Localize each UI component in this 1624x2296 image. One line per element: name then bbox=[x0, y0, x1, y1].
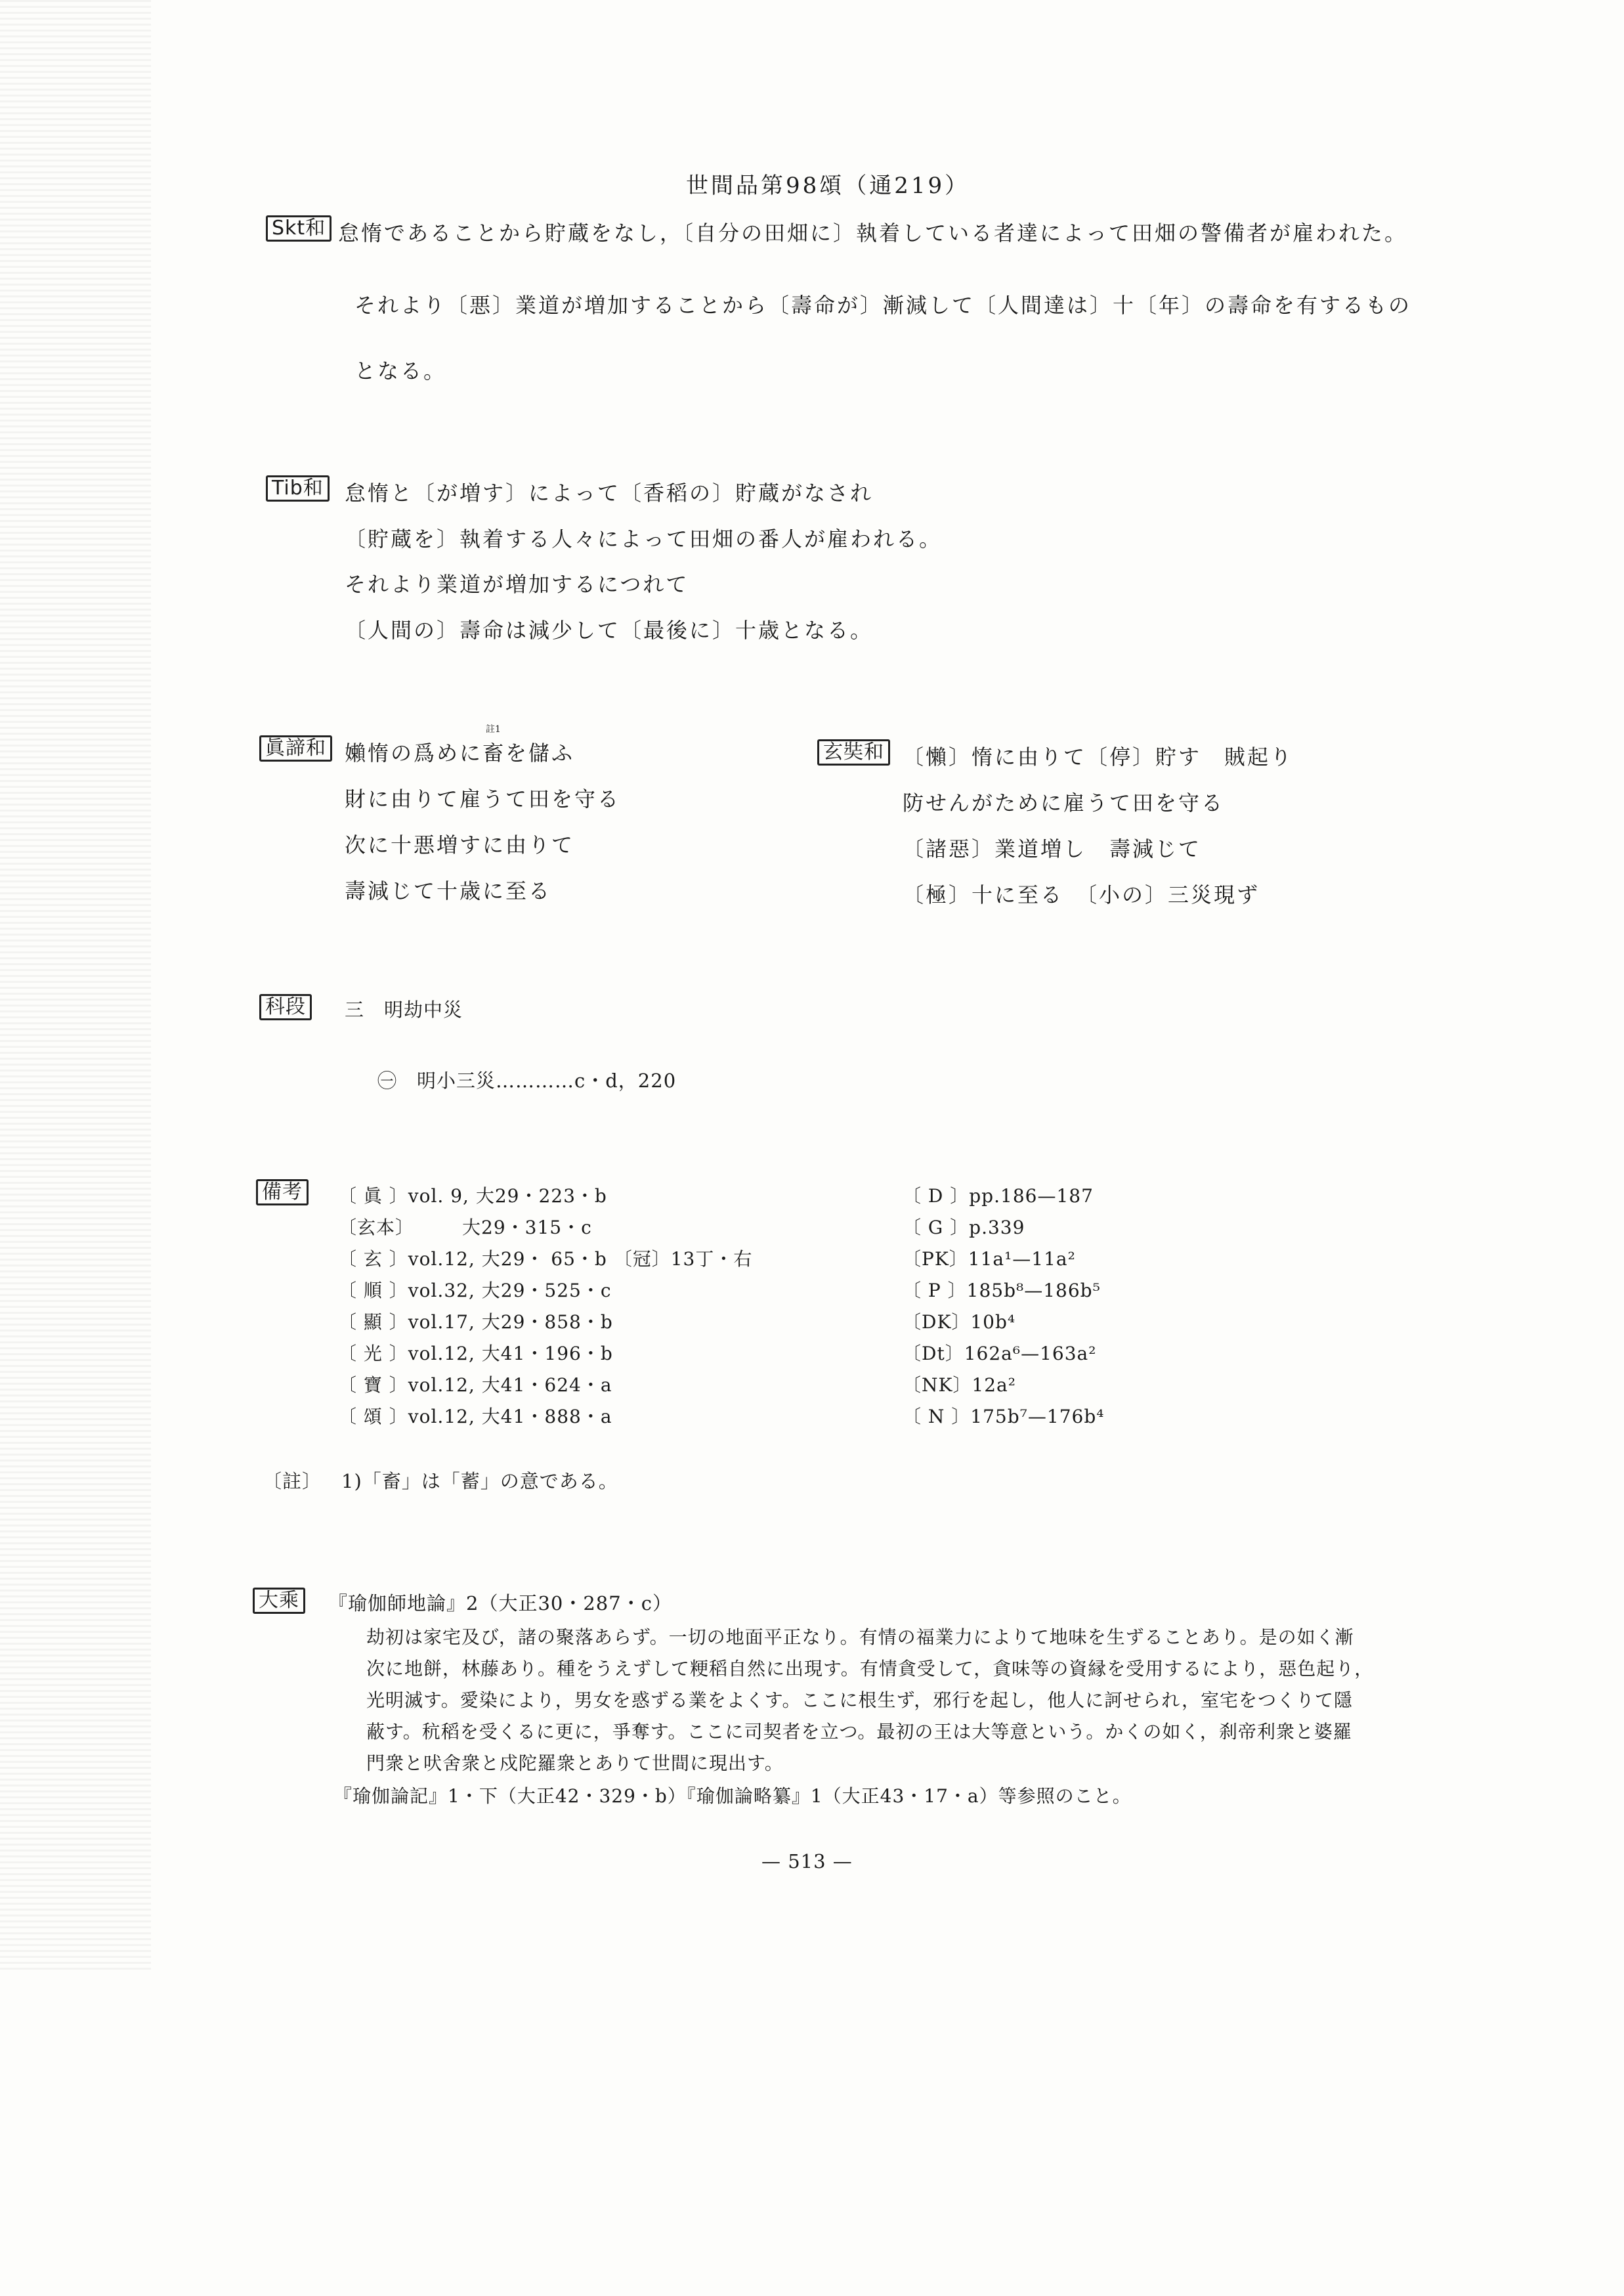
skt-line-3: となる。 bbox=[354, 358, 447, 383]
skt-line-1: 怠惰であることから貯蔵をなし，〔自分の田畑に〕執着している者達によって田畑の警備者が雇われた。 bbox=[338, 221, 1408, 246]
biko-left-8: 〔 頌 〕vol.12, 大41・888・a bbox=[338, 1406, 612, 1427]
mahayana-line-3: 光明滅す。愛染により，男女を惑ずる業をよくす。ここに根生ず，邪行を起し，他人に訶せられ，室宅をつくりて隱 bbox=[366, 1689, 1353, 1711]
biko-left-5: 〔 顯 〕vol.17, 大29・858・b bbox=[338, 1311, 613, 1333]
paramartha-line-2: 財に由りて雇うて田を守る bbox=[345, 787, 621, 812]
mahayana-label: 大乘 bbox=[253, 1588, 305, 1614]
biko-right-7: 〔NK〕12a² bbox=[903, 1374, 1016, 1396]
biko-left-7: 〔 寶 〕vol.12, 大41・624・a bbox=[338, 1374, 612, 1396]
note-text: 1)「畜」は「蓄」の意である。 bbox=[341, 1470, 618, 1492]
page-number: — 513 — bbox=[761, 1850, 853, 1873]
mahayana-line-4: 蔽す。秔稻を受くるに更に，爭奪す。ここに司契者を立つ。最初の王は大等意という。かくの如く，刹帝利衆と婆羅 bbox=[366, 1721, 1352, 1743]
tib-line-4: 〔人間の〕壽命は減少して〔最後に〕十歳となる。 bbox=[345, 618, 874, 643]
biko-right-3: 〔PK〕11a¹—11a² bbox=[903, 1248, 1076, 1270]
mahayana-heading: 『瑜伽師地論』2（大正30・287・c） bbox=[328, 1592, 672, 1614]
note-marker: 註1 bbox=[486, 724, 501, 735]
biko-right-5: 〔DK〕10b⁴ bbox=[903, 1311, 1016, 1333]
paramartha-line-4: 壽減じて十歳に至る bbox=[345, 878, 552, 903]
mahayana-line-1: 劫初は家宅及び，諸の聚落あらず。一切の地面平正なり。有情の福業力によりて地味を生ずることあり。是の如く漸 bbox=[366, 1626, 1354, 1648]
mahayana-line-5: 門衆と吠舍衆と戍陀羅衆とありて世間に現出す。 bbox=[366, 1752, 784, 1774]
biko-left-4: 〔 順 〕vol.32, 大29・525・c bbox=[338, 1280, 612, 1301]
paramartha-line-1: 嬾惰の爲めに畜を儲ふ bbox=[345, 741, 575, 766]
biko-right-1: 〔 D 〕pp.186—187 bbox=[903, 1185, 1094, 1207]
biko-left-6: 〔 光 〕vol.12, 大41・196・b bbox=[338, 1343, 613, 1364]
mahayana-footer: 『瑜伽論記』1・下（大正42・329・b）『瑜伽論略纂』1（大正43・17・a）等参照のこと。 bbox=[333, 1785, 1132, 1807]
xuanzang-line-2: 防せんがために雇うて田を守る bbox=[903, 791, 1225, 815]
biko-left-3: 〔 玄 〕vol.12, 大29・ 65・b 〔冠〕13丁・右 bbox=[338, 1248, 753, 1270]
paramartha-label: 眞諦和 bbox=[259, 735, 332, 762]
skt-label: Skt和 bbox=[266, 215, 331, 242]
tib-label: Tib和 bbox=[266, 475, 330, 502]
biko-right-4: 〔 P 〕185b⁸—186b⁵ bbox=[903, 1280, 1101, 1301]
page-title: 世間品第98頌（通219） bbox=[686, 173, 970, 199]
scan-edge-shadow bbox=[0, 0, 151, 1970]
xuanzang-line-1: 〔懶〕惰に由りて〔停〕貯す 賊起り bbox=[903, 745, 1294, 769]
biko-label: 備考 bbox=[256, 1179, 309, 1205]
note-label: 〔註〕 bbox=[263, 1470, 322, 1492]
mahayana-line-2: 次に地餅，林藤あり。種をうえずして粳稻自然に出現す。有情貪受して，貪味等の資縁を受用するにより，惡色起り， bbox=[366, 1658, 1374, 1679]
tib-line-3: それより業道が増加するにつれて bbox=[345, 572, 689, 597]
tib-line-2: 〔貯蔵を〕執着する人々によって田畑の番人が雇われる。 bbox=[345, 527, 943, 552]
kadan-line-1: 三 明劫中災 bbox=[345, 999, 463, 1021]
paramartha-line-3: 次に十悪増すに由りて bbox=[345, 833, 575, 857]
biko-right-8: 〔 N 〕175b⁷—176b⁴ bbox=[903, 1406, 1105, 1427]
biko-right-6: 〔Dt〕162a⁶—163a² bbox=[903, 1343, 1097, 1364]
kadan-line-2: ㊀ 明小三災…………c・d，220 bbox=[377, 1070, 677, 1092]
biko-left-2: 〔玄本〕 大29・315・c bbox=[338, 1217, 592, 1238]
xuanzang-label: 玄奘和 bbox=[817, 739, 890, 766]
xuanzang-line-3: 〔諸惡〕業道増し 壽減じて bbox=[903, 836, 1202, 861]
biko-left-1: 〔 眞 〕vol. 9, 大29・223・b bbox=[338, 1185, 607, 1207]
skt-line-2: それより〔悪〕業道が増加することから〔壽命が〕漸減して〔人間達は〕十〔年〕の壽命を有するもの bbox=[354, 293, 1412, 318]
tib-line-1: 怠惰と〔が増す〕によって〔香稻の〕貯蔵がなされ bbox=[345, 481, 874, 506]
kadan-label: 科段 bbox=[259, 994, 312, 1020]
biko-right-2: 〔 G 〕p.339 bbox=[903, 1217, 1025, 1238]
xuanzang-line-4: 〔極〕十に至る 〔小の〕三災現ず bbox=[903, 882, 1260, 907]
